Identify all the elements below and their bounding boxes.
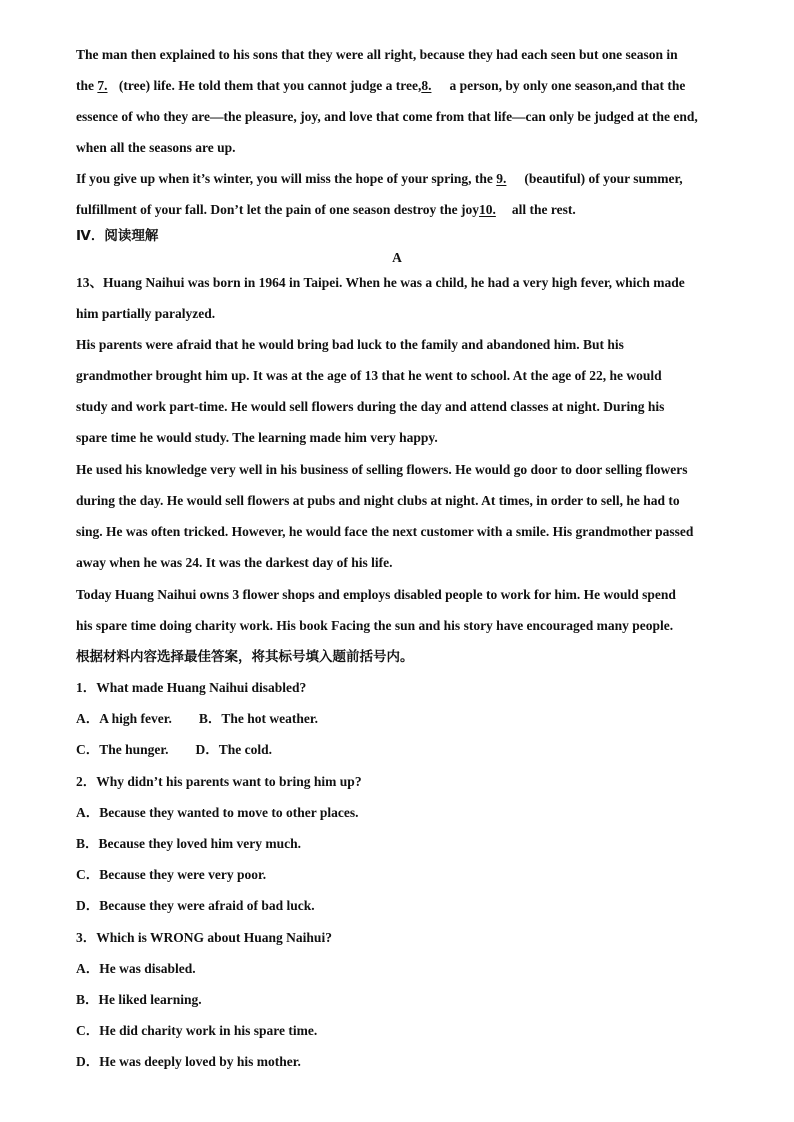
reading-line: grandmother brought him up. It was at the age of 13 that he went to school. At the age of 22, he would xyxy=(76,368,662,383)
reading-line: sing. He was often tricked. However, he would face the next customer with a smile. His grandmother passed xyxy=(76,524,694,539)
option-b[interactable]: B．Because they loved him very much. xyxy=(76,836,301,851)
blank-9: 9. xyxy=(496,171,507,186)
passage-text: (beautiful) of your summer, xyxy=(524,171,683,186)
reading-line: 13、Huang Naihui was born in 1964 in Taipei. When he was a child, he had a very high fever, which made xyxy=(76,275,685,290)
reading-line: away when he was 24. It was the darkest day of his life. xyxy=(76,555,393,570)
question-1-options xyxy=(76,710,318,728)
option-c[interactable]: C．Because they were very poor. xyxy=(76,867,267,882)
passage-text: essence of who they are—the pleasure, joy, and love that come from that life—can only be judged at the end, xyxy=(76,109,698,124)
passage-line xyxy=(76,201,576,219)
passage-line xyxy=(76,108,698,126)
option-c[interactable]: C．He did charity work in his spare time. xyxy=(76,1023,318,1038)
passage-text: If you give up when it’s winter, you will miss the hope of your spring, the xyxy=(76,171,497,186)
passage-text: fulfillment of your fall. Don’t let the pain of one season destroy the joy xyxy=(76,202,479,217)
option-b[interactable]: B．He liked learning. xyxy=(76,992,202,1007)
blank-7: 7. xyxy=(97,78,108,93)
passage-text: the xyxy=(76,78,98,93)
option-a[interactable]: A．He was disabled. xyxy=(76,961,196,976)
reading-line: during the day. He would sell flowers at pubs and night clubs at night. At times, in order to sell, he had to xyxy=(76,493,680,508)
option-d[interactable]: D．The cold. xyxy=(195,742,273,757)
question-3: 3．Which is WRONG about Huang Naihui? xyxy=(76,930,332,945)
passage-line xyxy=(76,77,685,95)
option-c[interactable]: C．The hunger. xyxy=(76,742,169,757)
passage-line xyxy=(76,170,683,188)
section-heading: Ⅳ．阅读理解 xyxy=(76,228,159,244)
reading-line: He used his knowledge very well in his business of selling flowers. He would go door to door selling flowers xyxy=(76,462,688,477)
part-label: A xyxy=(392,250,402,265)
blank-10: 10. xyxy=(478,202,496,217)
reading-line: him partially paralyzed. xyxy=(76,306,216,321)
passage-text: when all the seasons are up. xyxy=(76,140,236,155)
question-1-options xyxy=(76,741,272,759)
question-1: 1．What made Huang Naihui disabled? xyxy=(76,680,307,695)
option-a[interactable]: A．Because they wanted to move to other places. xyxy=(76,805,359,820)
reading-line: Today Huang Naihui owns 3 flower shops and employs disabled people to work for him. He would spend xyxy=(76,587,676,602)
passage-text: a person, by only one season,and that the xyxy=(449,78,686,93)
passage-text: (tree) life. He told them that you cannot judge a tree, xyxy=(118,78,422,93)
instruction-text: 根据材料内容选择最佳答案，将其标号填入题前括号内。 xyxy=(76,649,414,665)
option-a[interactable]: A．A high fever. xyxy=(76,711,172,726)
option-d[interactable]: D．He was deeply loved by his mother. xyxy=(76,1054,301,1069)
passage-line xyxy=(76,46,678,64)
question-2: 2．Why didn’t his parents want to bring him up? xyxy=(76,774,362,789)
reading-line: study and work part-time. He would sell flowers during the day and attend classes at night. During his xyxy=(76,399,665,414)
option-d[interactable]: D．Because they were afraid of bad luck. xyxy=(76,898,315,913)
reading-line: spare time he would study. The learning made him very happy. xyxy=(76,430,438,445)
passage-text: The man then explained to his sons that they were all right, because they had each seen but one season in xyxy=(76,47,678,62)
passage-line xyxy=(76,139,236,157)
passage-text: all the rest. xyxy=(511,202,576,217)
blank-8: 8. xyxy=(421,78,432,93)
reading-line: his spare time doing charity work. His book Facing the sun and his story have encouraged many people. xyxy=(76,618,674,633)
reading-line: His parents were afraid that he would bring bad luck to the family and abandoned him. But his xyxy=(76,337,624,352)
option-b[interactable]: B．The hot weather. xyxy=(198,711,319,726)
